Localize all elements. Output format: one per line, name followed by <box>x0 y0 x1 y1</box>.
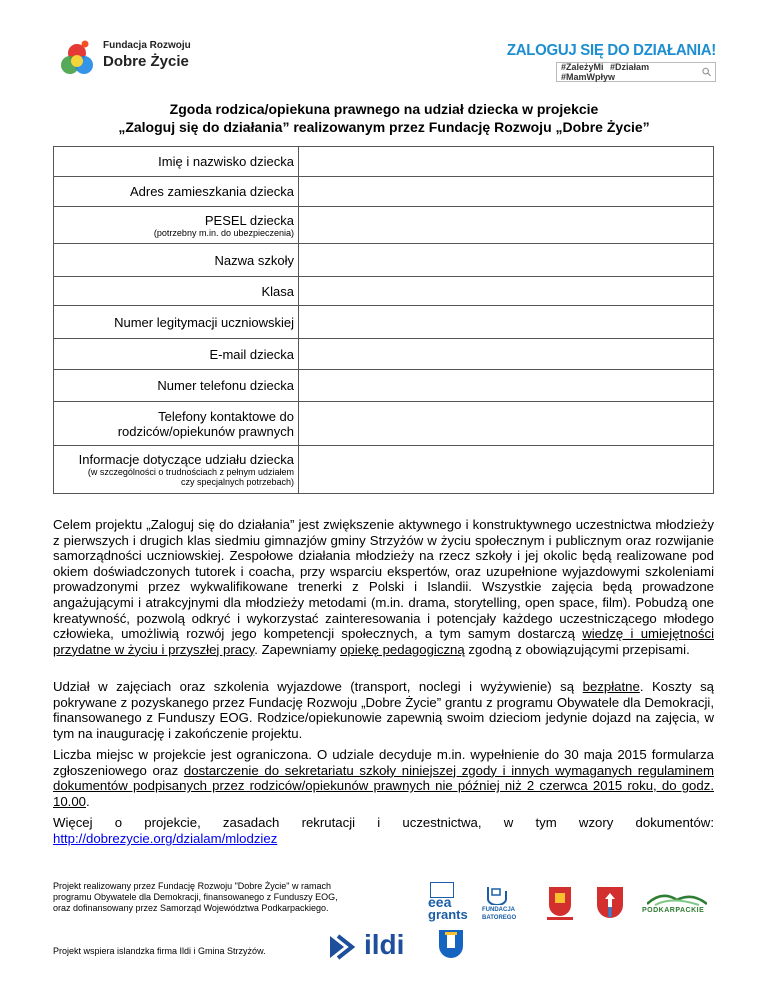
paragraph-costs: Udział w zajęciach oraz szkolenia wyjazdowe (transport, noclegi i wyżywienie) są bezpłatne. Koszty są pokrywane z pozyskanego przez Fundację Rozwoju „Dobre Życie” grantu z programu Obywatele dla Demokracji, finansowanego z Funduszy EOG. Rodzice/opiekunowie zapewnią swoim dzieciom jedynie dojazd na zajęcia, w tym na inaugurację i zakończenie projektu. <box>53 679 714 741</box>
logo-line1: Fundacja Rozwoju <box>103 40 191 51</box>
eea-grants-logo: eea grants <box>420 882 472 924</box>
field-label: Numer telefonu dziecka <box>54 370 299 402</box>
field-label: Telefony kontaktowe do rodziców/opiekunów prawnych <box>54 402 299 446</box>
table-row <box>54 207 714 244</box>
voivodeship-coat-of-arms-icon <box>594 885 626 921</box>
field-note: (potrzebny m.in. do ubezpieczenia) <box>153 227 294 238</box>
paragraph-recruitment: Liczba miejsc w projekcie jest ograniczona. O udziale decyduje m.in. wypełnienie do 30 maja 2015 formularza zgłoszeniowego oraz dostarczenie do sekretariatu szkoły niniejszej zgody i innych wymaganych regulaminem dokumentów podpisanych przez rodziców/opiekunów prawnych nie później niż 2 czerwca 2015 roku, do godz. 10.00. <box>53 747 714 809</box>
field-note: czy specjalnych potrzebach) <box>180 477 294 487</box>
paragraph-project-goal: Celem projektu „Zaloguj się do działania” jest zwiększenie aktywnego i konstruktywnego uczestnictwa młodzieży z pierwszych i drugich klas siedmiu gimnazjów gminy Strzyżów w życiu społecznym i publicznym oraz rozwijanie samorządności uczniowskiej. Zespołowe działania młodzieży na rzecz szkoły i jej okolic będą realizowane pod okiem doświadczonych tutorek i coacha, przy wsparciu ekspertów, oraz uzupełnione wyjazdowymi szkoleniami prowadzonymi przez wykwalifikowane trenerki z Polski i Islandii. Wszystkie zajęcia będą prowadzone angażującymi i atrakcyjnymi dla młodzieży metodami (m.in. drama, storytelling, open space, film). Pobudzą one kreatywność, pozwolą odkryć i wykorzystać zainteresowania i potencjały każdego uczestniczącego młodego człowieka, umożliwią rozwój jego kompetencji społecznych, a tym samym dostarczą wiedzę i umiejętności przydatne w życiu i przyszłej pracy. Zapewniamy opiekę pedagogiczną zgodną z obowiązującymi przepisami. <box>53 517 714 657</box>
campaign-slogan: ZALOGUJ SIĘ DO DZIAŁANIA! <box>506 41 716 60</box>
table-row <box>54 177 714 207</box>
field-label: Imię i nazwisko dziecka <box>54 147 299 177</box>
hashtag: #MamWpływ <box>561 72 616 82</box>
pesel-field[interactable] <box>299 207 714 244</box>
field-label: Klasa <box>54 277 299 306</box>
table-row <box>54 244 714 277</box>
child-address-field[interactable] <box>299 177 714 207</box>
hashtag: #ZależyMi <box>561 62 604 72</box>
school-name-field[interactable] <box>299 244 714 277</box>
field-label: PESEL dziecka (potrzebny m.in. do ubezpieczenia) <box>54 207 299 244</box>
hashtags <box>561 62 702 82</box>
field-note: (w szczególności o trudnościach z pełnym udziałem <box>87 467 294 477</box>
field-label: Informacje dotyczące udziału dziecka (w szczególności o trudnościach z pełnym udziałem czy specjalnych potrzebach) <box>54 446 299 494</box>
title-line1: Zgoda rodzica/opiekuna prawnego na udział dziecka w projekcie <box>169 101 599 117</box>
hashtag: #Działam <box>610 62 650 72</box>
county-coat-of-arms-icon <box>543 885 577 923</box>
podkarpackie-logo: PODKARPACKIE <box>640 890 714 920</box>
consent-form-table <box>53 146 714 494</box>
table-row <box>54 339 714 370</box>
table-row <box>54 402 714 446</box>
phone-field[interactable] <box>299 370 714 402</box>
batory-icon <box>486 885 508 905</box>
footer-support-note: Projekt wspiera islandzka firma Ildi i Gmina Strzyżów. <box>53 946 266 956</box>
table-row <box>54 277 714 306</box>
batory-foundation-logo: FUNDACJA BATOREGO <box>482 885 530 925</box>
ildi-icon <box>326 932 356 962</box>
logo-line2: Dobre Życie <box>103 53 189 70</box>
project-link[interactable]: http://dobrezycie.org/dzialam/mlodziez <box>53 831 278 846</box>
child-name-field[interactable] <box>299 147 714 177</box>
table-row <box>54 446 714 494</box>
class-field[interactable] <box>299 277 714 306</box>
ildi-logo: ildi <box>326 928 410 966</box>
table-row <box>54 370 714 402</box>
title-line2: „Zaloguj się do działania” realizowanym przez Fundację Rozwoju „Dobre Życie” <box>118 119 650 135</box>
paragraph-more-info: Więcej o projekcie, zasadach rekrutacji i uczestnictwa, w tym wzory dokumentów: <box>53 815 714 830</box>
field-label: Nazwa szkoły <box>54 244 299 277</box>
strzyzow-coat-of-arms-icon <box>436 926 466 962</box>
hashtag-search-box[interactable] <box>556 62 716 82</box>
field-label: E-mail dziecka <box>54 339 299 370</box>
field-label: Adres zamieszkania dziecka <box>54 177 299 207</box>
email-field[interactable] <box>299 339 714 370</box>
document-title <box>0 100 768 136</box>
footer-funding-note: Projekt realizowany przez Fundację Rozwoju "Dobre Życie" w ramach programu Obywatele dla Demokracji, finansowanego z Funduszy EOG, oraz dofinansowany przez Samorząd Województwa Podkarpackiego. <box>53 881 338 913</box>
parent-phone-field[interactable] <box>299 402 714 446</box>
participation-info-field[interactable] <box>299 446 714 494</box>
student-id-field[interactable] <box>299 306 714 339</box>
table-row <box>54 147 714 177</box>
table-row <box>54 306 714 339</box>
search-icon <box>702 67 711 77</box>
mountains-icon <box>647 890 707 906</box>
field-label: Numer legitymacji uczniowskiej <box>54 306 299 339</box>
